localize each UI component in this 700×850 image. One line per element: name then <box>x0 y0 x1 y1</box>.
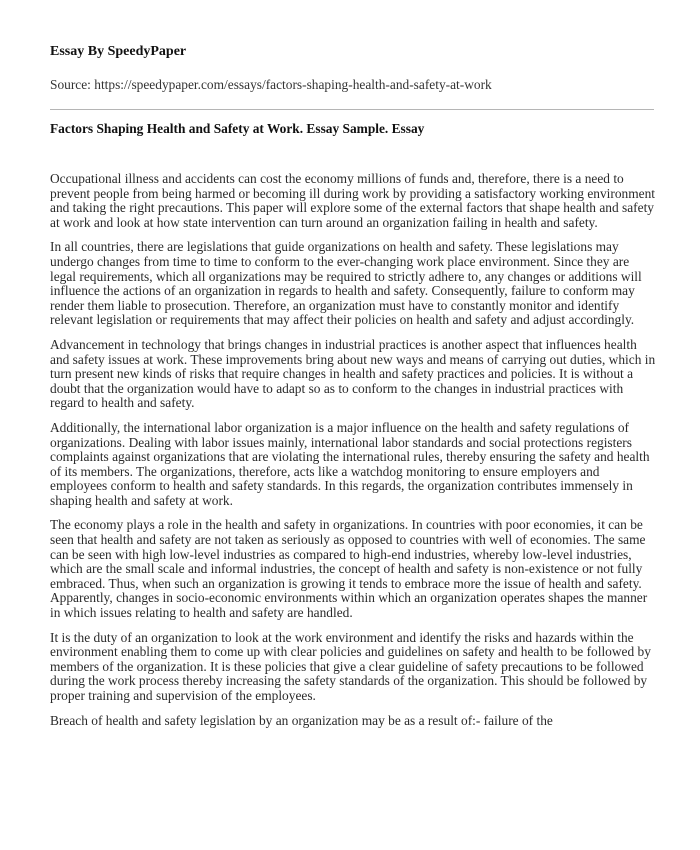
paragraph-5: The economy plays a role in the health and safety in organizations. In countries with poor economies, it can be seen that health and safety are not taken as seriously as opposed to countries with well of economies. The same can be seen with high low-level industries as compared to high-end industries, whereby low-level industries, which are the small scale and informal industries, the concept of health and safety is non-existence or not fully embraced. Thus, when such an organization is growing it tends to embrace more the issue of health and safety. Apparently, changes in socio-economic environments within which an organization operates shapes the manner in which issues relating to health and safety are handled. <box>50 517 648 621</box>
essay-body <box>50 172 656 738</box>
paragraph-7: Breach of health and safety legislation by an organization may be as a result of:- failure of the <box>50 712 553 728</box>
essay-title: Factors Shaping Health and Safety at Work. Essay Sample. Essay <box>50 121 425 136</box>
paragraph-1: Occupational illness and accidents can cost the economy millions of funds and, therefore, there is a need to prevent people from being harmed or becoming ill during work by providing a satisfactory working environment and taking the right precautions. This paper will explore some of the external factors that shape health and safety at work and look at how state intervention can turn around an organization failing in health and safety. <box>50 171 656 230</box>
source-url: Source: https://speedypaper.com/essays/factors-shaping-health-and-safety-at-work <box>50 77 492 92</box>
paragraph-3: Advancement in technology that brings changes in industrial practices is another aspect that influences health and safety issues at work. These improvements bring about new ways and means of carrying out duties, which in turn present new kinds of risks that require changes in health and safety practices and policies. It is without a doubt that the organization would have to adapt so as to conform to the changes in industrial practices with regard to health and safety. <box>50 336 656 411</box>
paragraph-6: It is the duty of an organization to look at the work environment and identify the risks and hazards within the environment enabling them to come up with clear policies and guidelines on safety and health to be followed by members of the organization. It is these policies that give a clear guideline of safety precautions to be followed during the work process thereby increasing the safety standards of the organization. This should be followed by proper training and supervision of the employees. <box>50 629 651 703</box>
header-divider <box>50 109 654 110</box>
paragraph-4: Additionally, the international labor organization is a major influence on the health and safety regulations of organizations. Dealing with labor issues mainly, international labor standards and social protections registers complaints against organizations that are violating the international rules, thereby ensuring the safety and health of its members. The organizations, therefore, acts like a watchdog monitoring to ensure employers and employees conform to health and safety standards. In this regards, the organization contributes immensely in shaping health and safety at work. <box>50 419 650 508</box>
essay-brand: Essay By SpeedyPaper <box>50 44 187 59</box>
paragraph-2: In all countries, there are legislations that guide organizations on health and safety. These legislations may undergo changes from time to time to conform to the ever-changing work place environment. Since they are legal requirements, which all organizations may be required to strictly adhere to, any changes or additions will influence the actions of an organization in regards to health and safety. Consequently, failure to conform may render them liable to prosecution. Therefore, an organization must have to constantly monitor and identify relevant legislation or requirements that may affect their policies on health and safety and adjust accordingly. <box>50 239 642 328</box>
